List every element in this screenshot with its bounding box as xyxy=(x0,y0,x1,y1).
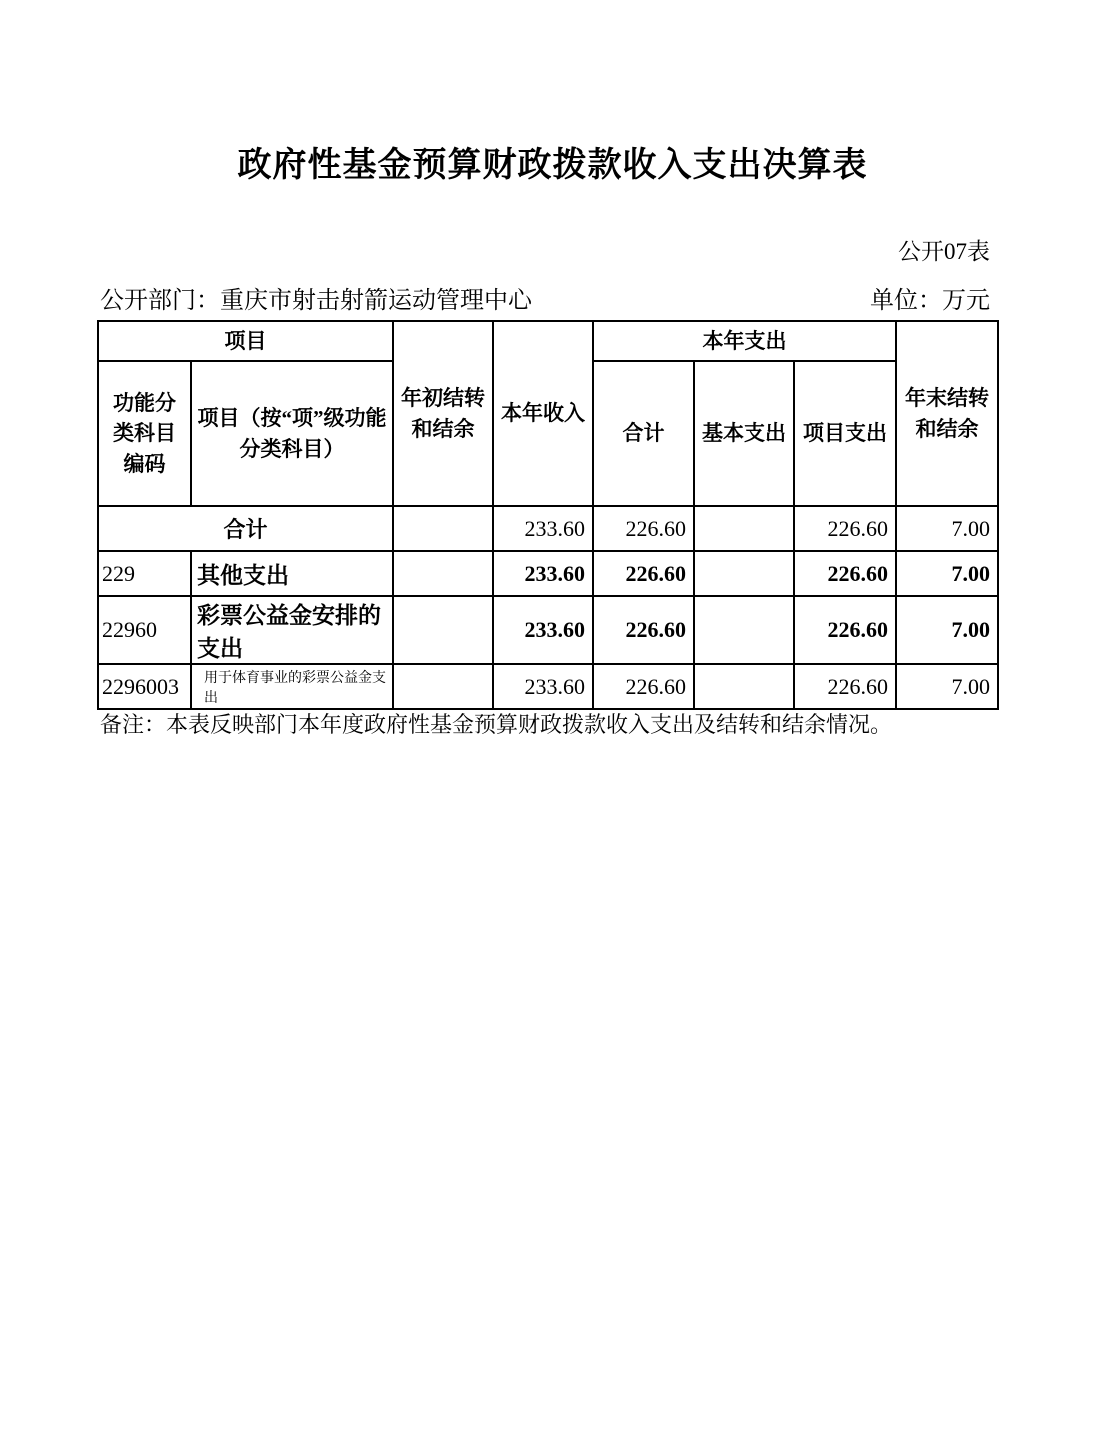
header-project-item: 项目（按“项”级功能分类科目） xyxy=(191,361,393,506)
expense-total-cell: 226.60 xyxy=(593,664,694,709)
header-basic-expense: 基本支出 xyxy=(694,361,794,506)
total-project-expense-cell: 226.60 xyxy=(794,506,896,551)
begin-balance-cell xyxy=(393,551,493,596)
income-cell: 233.60 xyxy=(493,664,593,709)
expense-total-cell: 226.60 xyxy=(593,551,694,596)
fund-budget-table xyxy=(97,320,999,710)
header-expense-total: 合计 xyxy=(593,361,694,506)
end-balance-cell: 7.00 xyxy=(896,596,998,664)
begin-balance-cell xyxy=(393,664,493,709)
header-current-income: 本年收入 xyxy=(493,321,593,506)
department-label: 公开部门：重庆市射击射箭运动管理中心 xyxy=(100,288,532,314)
total-income-cell: 233.60 xyxy=(493,506,593,551)
project-expense-cell: 226.60 xyxy=(794,551,896,596)
name-cell: 彩票公益金安排的支出 xyxy=(191,596,393,664)
end-balance-cell: 7.00 xyxy=(896,551,998,596)
unit-label: 单位：万元 xyxy=(870,288,990,314)
project-expense-cell: 226.60 xyxy=(794,596,896,664)
table-row-229 xyxy=(98,551,998,596)
page-title: 政府性基金预算财政拨款收入支出决算表 xyxy=(237,146,868,184)
income-cell: 233.60 xyxy=(493,596,593,664)
expense-total-cell: 226.60 xyxy=(593,596,694,664)
basic-expense-cell xyxy=(694,551,794,596)
header-func-code: 功能分类科目编码 xyxy=(98,361,191,506)
table-row-total xyxy=(98,506,998,551)
code-cell: 2296003 xyxy=(98,664,191,709)
total-begin-balance-cell xyxy=(393,506,493,551)
basic-expense-cell xyxy=(694,596,794,664)
header-project-expense: 项目支出 xyxy=(794,361,896,506)
table-row-2296003 xyxy=(98,664,998,709)
project-expense-cell: 226.60 xyxy=(794,664,896,709)
header-current-expense-group: 本年支出 xyxy=(593,321,896,361)
note-text: 备注：本表反映部门本年度政府性基金预算财政拨款收入支出及结转和结余情况。 xyxy=(100,712,893,737)
code-cell: 22960 xyxy=(98,596,191,664)
header-project-group: 项目 xyxy=(98,321,393,361)
total-end-balance-cell: 7.00 xyxy=(896,506,998,551)
name-cell: 其他支出 xyxy=(191,551,393,596)
name-cell: 用于体育事业的彩票公益金支出 xyxy=(191,664,393,709)
header-begin-balance: 年初结转和结余 xyxy=(393,321,493,506)
header-row-1 xyxy=(98,321,998,361)
total-label-cell: 合计 xyxy=(98,506,393,551)
income-cell: 233.60 xyxy=(493,551,593,596)
table-row-22960 xyxy=(98,596,998,664)
end-balance-cell: 7.00 xyxy=(896,664,998,709)
begin-balance-cell xyxy=(393,596,493,664)
total-basic-expense-cell xyxy=(694,506,794,551)
total-expense-total-cell: 226.60 xyxy=(593,506,694,551)
basic-expense-cell xyxy=(694,664,794,709)
code-cell: 229 xyxy=(98,551,191,596)
table-code-label: 公开07表 xyxy=(898,239,990,264)
header-end-balance: 年末结转和结余 xyxy=(896,321,998,506)
